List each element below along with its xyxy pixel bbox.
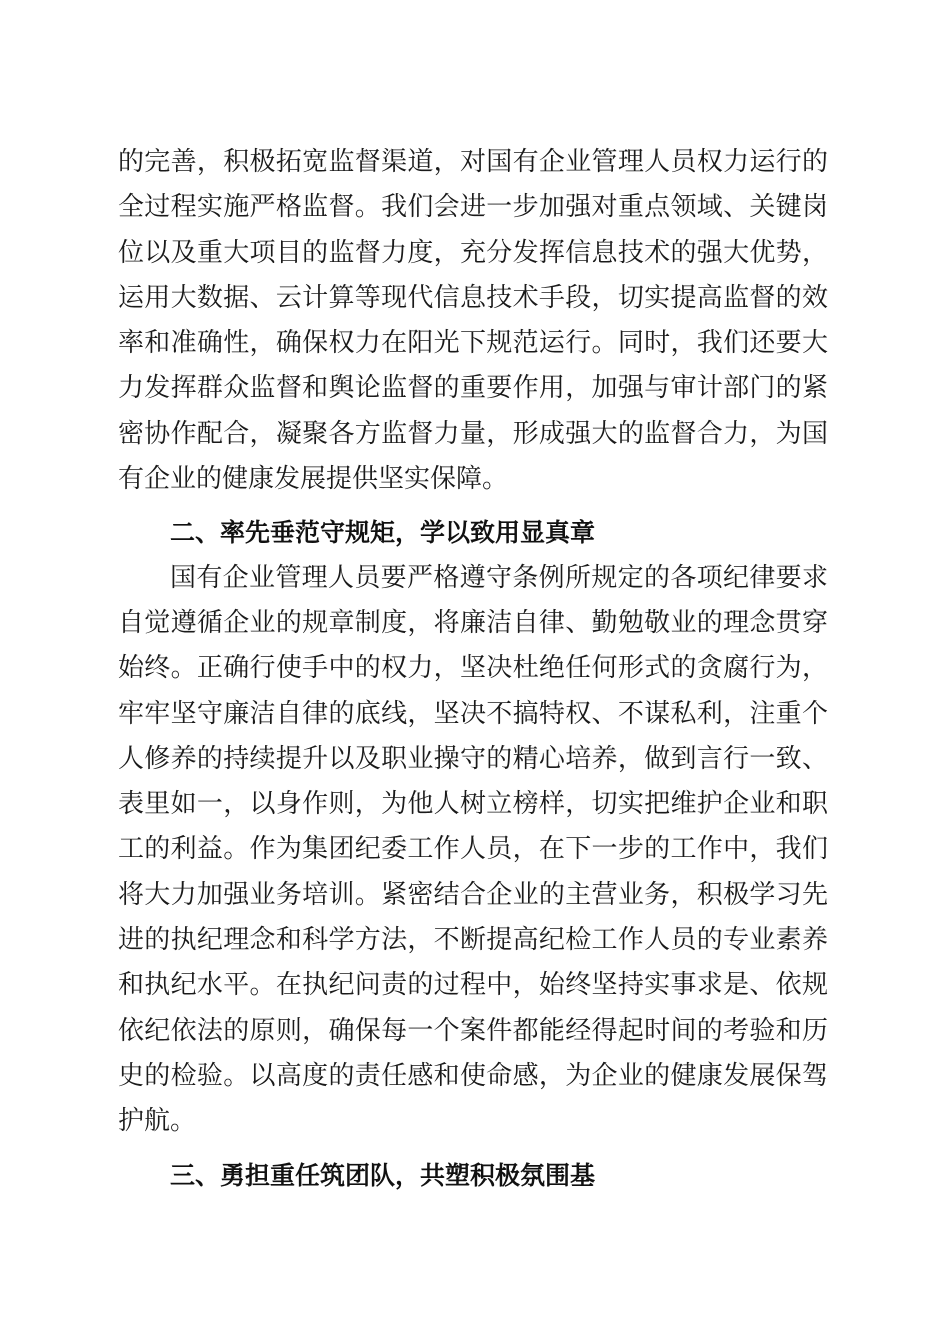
- body-paragraph-section-2: 国有企业管理人员要严格遵守条例所规定的各项纪律要求自觉遵循企业的规章制度，将廉洁自律、勤勉敬业的理念贯穿始终。正确行使手中的权力，坚决杜绝任何形式的贪腐行为，牢牢坚守廉洁自律的底线，坚决不搞特权、不谋私利，注重个人修养的持续提升以及职业操守的精心培养，做到言行一致、表里如一，以身作则，为他人树立榜样，切实把维护企业和职工的利益。作为集团纪委工作人员，在下一步的工作中，我们将大力加强业务培训。紧密结合企业的主营业务，积极学习先进的执纪理念和科学方法，不断提高纪检工作人员的专业素养和执纪水平。在执纪问责的过程中，始终坚持实事求是、依规依纪依法的原则，确保每一个案件都能经得起时间的考验和历史的检验。以高度的责任感和使命感，为企业的健康发展保驾护航。: [118, 562, 828, 1137]
- document-page: [118, 140, 828, 1198]
- body-paragraph-continued: 的完善，积极拓宽监督渠道，对国有企业管理人员权力运行的全过程实施严格监督。我们会进一步加强对重点领域、关键岗位以及重大项目的监督力度，充分发挥信息技术的强大优势，运用大数据、云计算等现代信息技术手段，切实提高监督的效率和准确性，确保权力在阳光下规范运行。同时，我们还要大力发挥群众监督和舆论监督的重要作用，加强与审计部门的紧密协作配合，凝聚各方监督力量，形成强大的监督合力，为国有企业的健康发展提供坚实保障。: [118, 147, 828, 495]
- section-heading-3: 三、勇担重任筑团队，共塑积极氛围基: [170, 1160, 596, 1190]
- section-heading-2: 二、率先垂范守规矩，学以致用显真章: [170, 518, 596, 548]
